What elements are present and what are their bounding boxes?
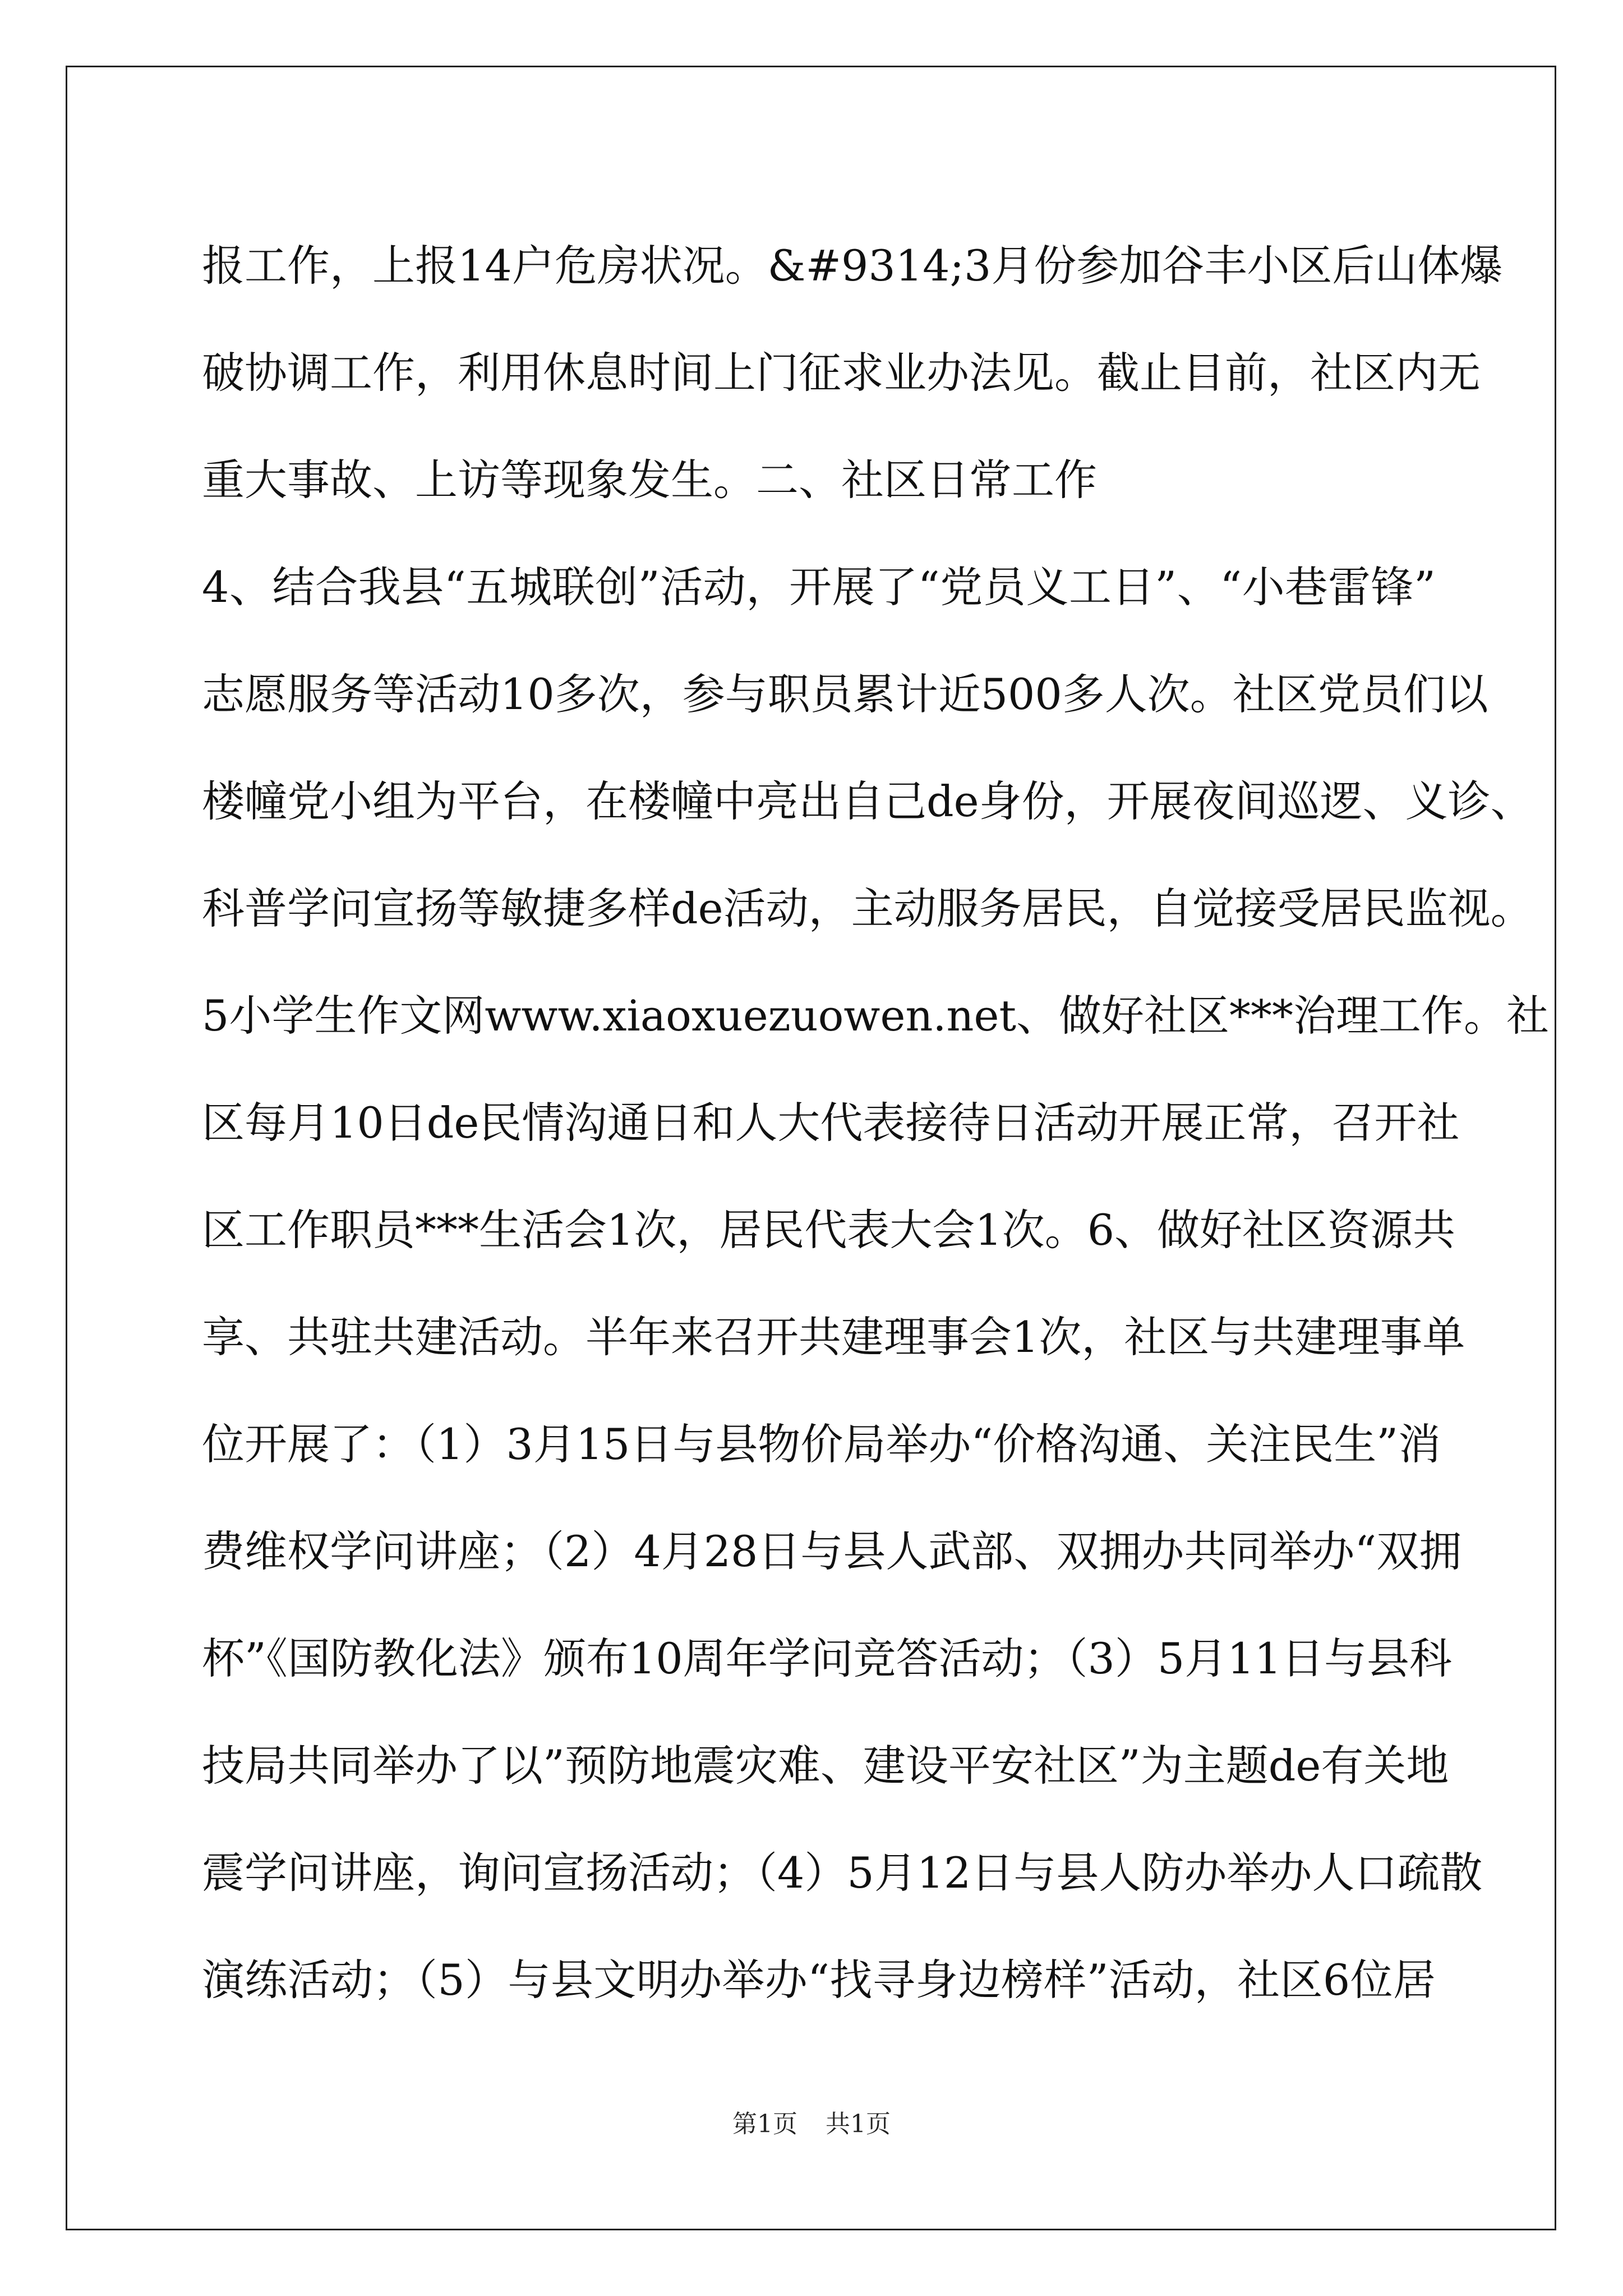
text-line: 技局共同举办了以”预防地震灾难、建设平安社区”为主题de有关地 <box>202 1741 1449 1791</box>
text-line: 震学问讲座，询问宣扬活动；（4）5月12日与县人防办举办人口疏散 <box>202 1848 1483 1898</box>
text-line: 区每月10日de民情沟通日和人大代表接待日活动开展正常，召开社 <box>202 1098 1460 1148</box>
text-line: 演练活动；（5）与县文明办举办“找寻身边榜样”活动，社区6位居 <box>202 1955 1436 2005</box>
text-line: 4、结合我县“五城联创”活动，开展了“党员义工日”、“小巷雷锋” <box>202 562 1436 612</box>
text-line: 杯”《国防教化法》颁布10周年学问竞答活动；（3）5月11日与县科 <box>202 1634 1452 1683</box>
text-line: 重大事故、上访等现象发生。二、社区日常工作 <box>202 455 1097 505</box>
page-number: 第1页 <box>732 2110 797 2138</box>
page-footer <box>0 2104 1623 2139</box>
text-line: 楼幢党小组为平台，在楼幢中亮出自己de身份，开展夜间巡逻、义诊、 <box>202 776 1533 826</box>
page-total: 共1页 <box>826 2110 891 2138</box>
text-line: 志愿服务等活动10多次，参与职员累计近500多人次。社区党员们以 <box>202 669 1488 719</box>
document-body <box>202 212 1550 2033</box>
text-line: 区工作职员***生活会1次，居民代表大会1次。6、做好社区资源共 <box>202 1205 1456 1255</box>
text-line: 位开展了：（1）3月15日与县物价局举办“价格沟通、关注民生”消 <box>202 1419 1441 1469</box>
text-line: 享、共驻共建活动。半年来召开共建理事会1次，社区与共建理事单 <box>202 1312 1465 1362</box>
text-line: 费维权学问讲座；（2）4月28日与县人武部、双拥办共同举办“双拥 <box>202 1526 1462 1576</box>
text-line: 5小学生作文网www.xiaoxuezuowen.net、做好社区***治理工作。社 <box>202 991 1550 1041</box>
text-line: 科普学问宣扬等敏捷多样de活动，主动服务居民，自觉接受居民监视。 <box>202 884 1533 933</box>
text-line: 报工作，上报14户危房状况。&#9314;3月份参加谷丰小区后山体爆 <box>202 241 1503 291</box>
text-line: 破协调工作，利用休息时间上门征求业办法见。截止目前，社区内无 <box>202 348 1481 398</box>
